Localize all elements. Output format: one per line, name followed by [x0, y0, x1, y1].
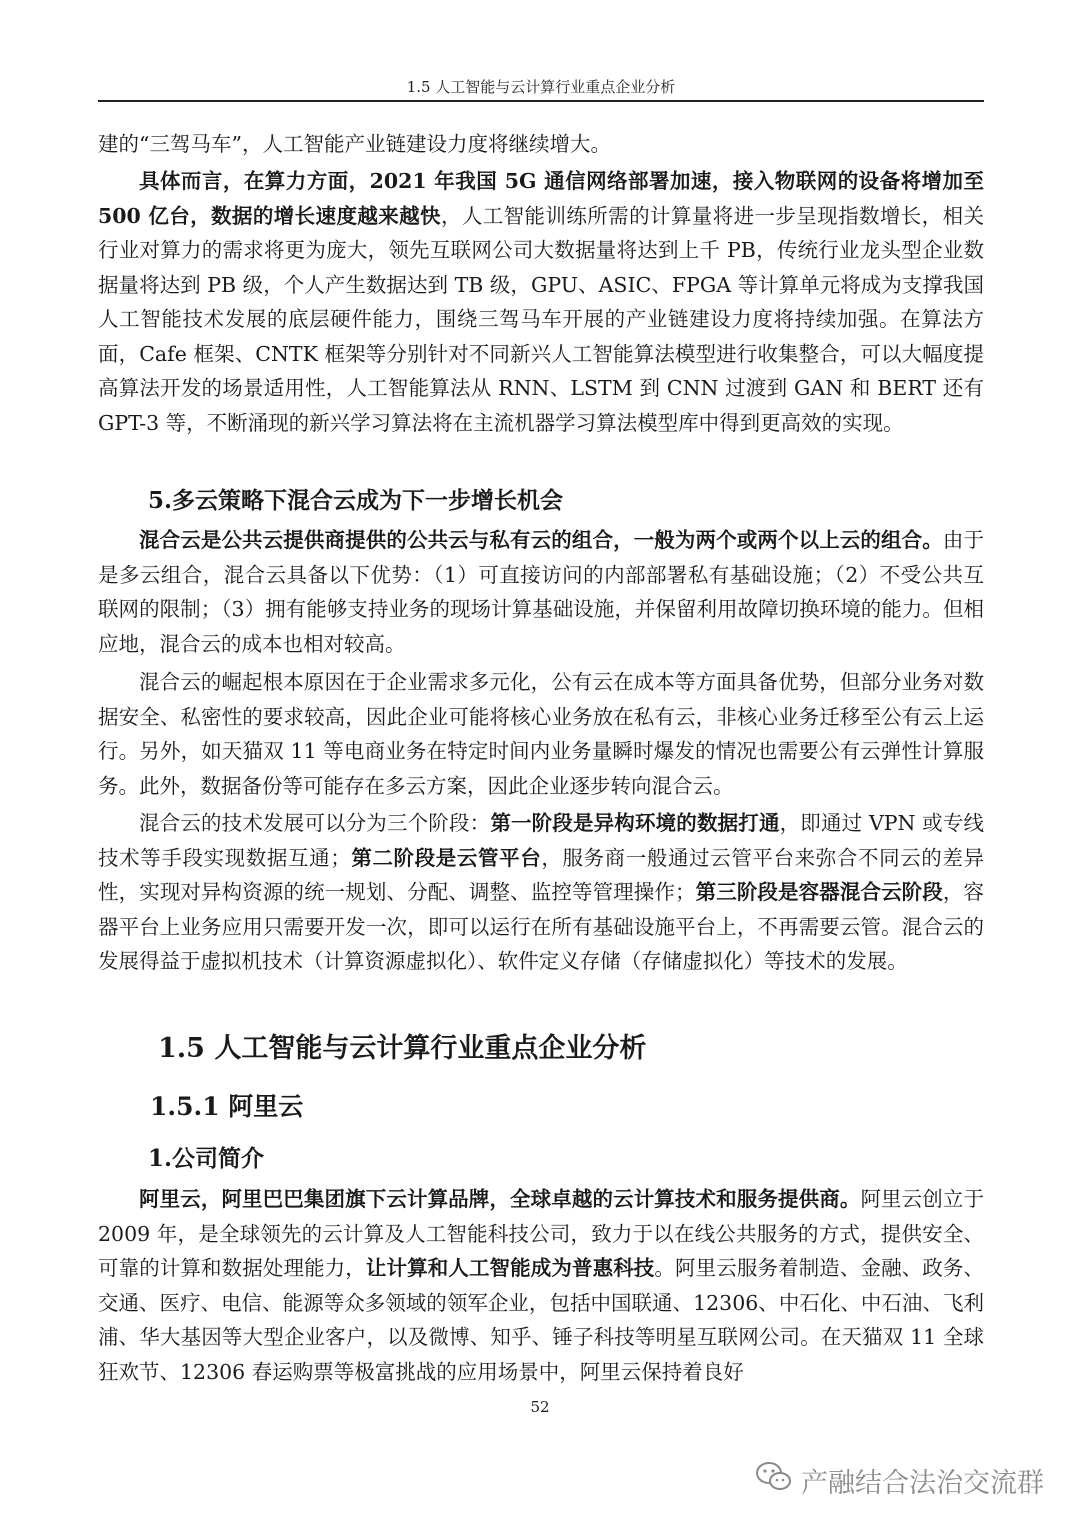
watermark-text: 产融结合法治交流群: [801, 1467, 1044, 1499]
paragraph-bold: 第一阶段是异构环境的数据打通: [490, 811, 780, 835]
page-number: 52: [530, 1398, 550, 1416]
wechat-icon: [755, 1460, 793, 1501]
paragraph-text: 。阿里云服务着制造、金融、政务、交通、医疗、电信、能源等众多领域的领军企业，包括中国联通、12306、中石化、中石油、飞利浦、华大基因等大型企业客户，以及微博、知乎、锤子科技等明星互联网公司。在天猫双 11 全球狂欢节、12306 春运购票等极富挑战的应用场景中，阿里云保持着良好: [98, 1256, 985, 1384]
subsection-heading: 5.多云策略下混合云成为下一步增长机会: [148, 487, 564, 514]
section-heading: 1.5 人工智能与云计算行业重点企业分析: [158, 1033, 647, 1064]
paragraph-bold: 第二阶段是云管平台: [350, 845, 542, 870]
paragraph-text: ，人工智能训练所需的计算量将进一步呈现指数增长，相关行业对算力的需求将更为庞大，领先互联网公司大数据量将达到上千 PB，传统行业龙头型企业数据量将达到 PB 级，个人产生数据达到 TB 级，GPU、ASIC、FPGA 等计算单元将成为支撑我国人工智能技术发展的底层硬件能力，围绕三驾马车开展的产业链建设力度将持续加强。在算法方面，Cafe 框架、CNTK 框架等分别针对不同新兴人工智能算法模型进行收集整合，可以大幅度提高算法开发的场景适用性，人工智能算法从 RNN、LSTM 到 CNN 过渡到 GAN 和 BERT 还有 GPT-3 等，不断涌现的新兴学习算法将在主流机器学习算法模型库中得到更高效的实现。: [98, 203, 984, 435]
paragraph-text: 建的“三驾马车”，人工智能产业链建设力度将继续增大。: [98, 132, 611, 156]
paragraph-text: 混合云的技术发展可以分为三个阶段：: [139, 811, 491, 835]
paragraph-text: 阿里云创立于 2009 年，是全球领先的云计算及人工智能科技公司，致力于以在线公共服务的方式，提供安全、可靠的计算和数据处理能力，: [98, 1187, 985, 1280]
paragraph-text: ，服务商一般通过云管平台来弥合不同云的差异性，实现对异构资源的统一规划、分配、调整、监控等管理操作；: [98, 845, 985, 904]
paragraph: [98, 523, 984, 661]
paragraph-text: ，容器平台上业务应用只需要开发一次，即可以运行在所有基础设施平台上，不再需要云管。混合云的发展得益于虚拟机技术（计算资源虚拟化）、软件定义存储（存储虚拟化）等技术的发展。: [98, 880, 985, 973]
paragraph: [98, 806, 984, 979]
subsection-heading: 1.5.1 阿里云: [150, 1092, 304, 1121]
paragraph-bold: 混合云是公共云提供商提供的公共云与私有云的组合，一般为两个或两个以上云的组合。: [139, 528, 943, 552]
running-header: 1.5 人工智能与云计算行业重点企业分析: [406, 78, 676, 96]
paragraph: [98, 665, 984, 803]
paragraph-text: 由于是多云组合，混合云具备以下优势：（1）可直接访问的内部部署私有基础设施；（2）不受公共互联网的限制；（3）拥有能够支持业务的现场计算基础设施，并保留利用故障切换环境的能力。但相应地，混合云的成本也相对较高。: [98, 528, 985, 656]
paragraph-bold: 阿里云，阿里巴巴集团旗下云计算品牌，全球卓越的云计算技术和服务提供商。: [139, 1187, 861, 1211]
watermark: [755, 1460, 1044, 1500]
paragraph-bold: 具体而言，在算力方面，2021 年我国 5G 通信网络部署加速，接入物联网的设备将增加至 500 亿台，数据的增长速度越来越快: [98, 169, 984, 228]
subsection-heading: 1.公司简介: [148, 1145, 265, 1172]
paragraph-text: 混合云的崛起根本原因在于企业需求多元化，公有云在成本等方面具备优势，但部分业务对数据安全、私密性的要求较高，因此企业可能将核心业务放在私有云，非核心业务迁移至公有云上运行。另外，如天猫双 11 等电商业务在特定时间内业务量瞬时爆发的情况也需要公有云弹性计算服务。此外，数据备份等可能存在多云方案，因此企业逐步转向混合云。: [98, 670, 984, 798]
paragraph: [98, 164, 984, 440]
paragraph: [98, 127, 984, 162]
paragraph-bold: 第三阶段是容器混合云阶段: [695, 880, 943, 904]
paragraph-text: ，即通过 VPN 或专线技术等手段实现数据互通；: [98, 811, 985, 870]
paragraph: [98, 1182, 984, 1389]
header-rule: [98, 100, 984, 102]
paragraph-bold: 让计算和人工智能成为普惠科技: [365, 1256, 655, 1280]
